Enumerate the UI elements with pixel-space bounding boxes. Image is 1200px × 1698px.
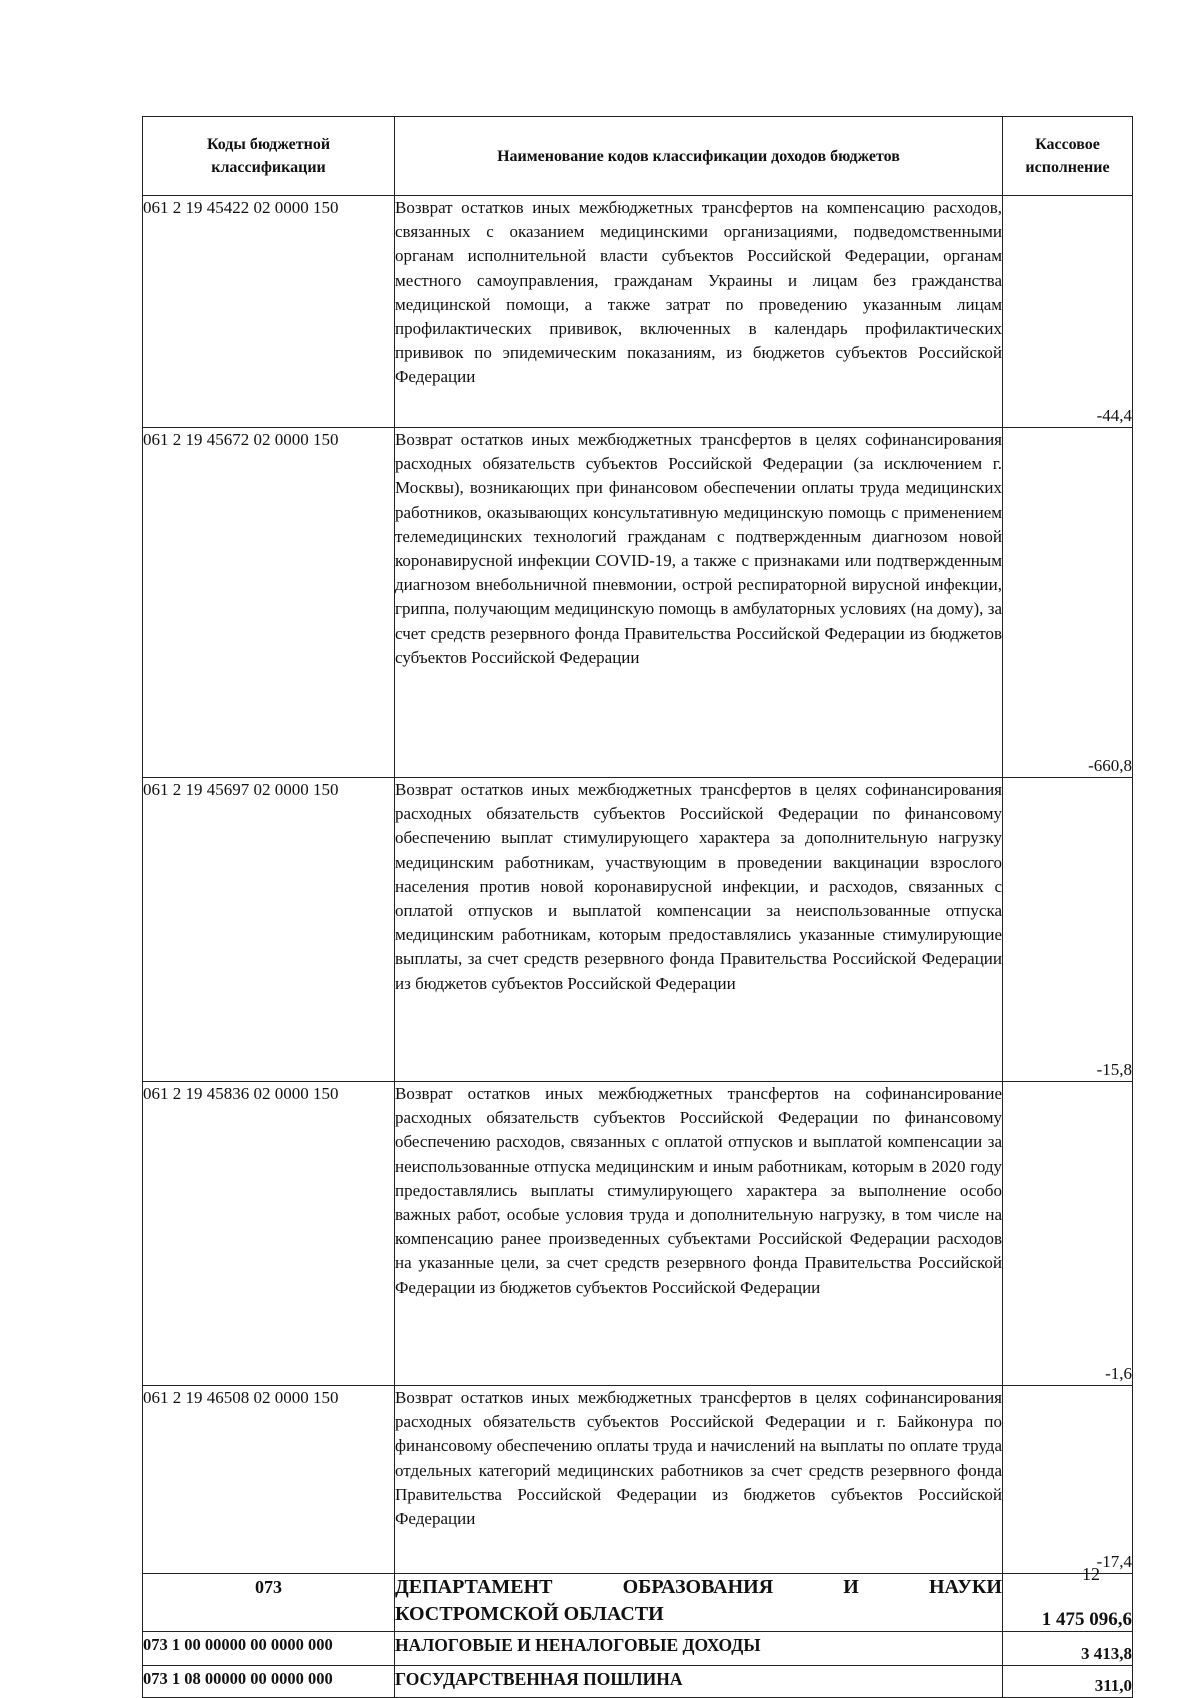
table-row: [143, 1386, 1133, 1574]
row-name: Возврат остатков иных межбюджетных трансфертов в целях софинансирования расходных обязательств субъектов Российской Федерации и г. Байконура по финансовому обеспечению оплаты труда и начислений на выплаты по оплате труда отдельных категорий медицинских работников за счет средств резервного фонда Правительства Российской Федерации из бюджетов субъектов Российской Федерации: [395, 1386, 1003, 1574]
header-code: Коды бюджетной классификации: [143, 117, 395, 196]
row-name: Возврат остатков иных межбюджетных трансфертов в целях софинансирования расходных обязательств субъектов Российской Федерации (за исключением г. Москвы), возникающих при финансовом обеспечении оплаты труда медицинских работников, оказывающих консультативную медицинскую помощь с применением телемедицинских технологий гражданам с подтвержденным диагнозом новой коронавирусной инфекции COVID-19, а также с признаками или подтвержденным диагнозом внебольничной пневмонии, острой респираторной вирусной инфекции, гриппа, получающим медицинскую помощь в амбулаторных условиях (на дому), за счет средств резервного фонда Правительства Российской Федерации из бюджетов субъектов Российской Федерации: [395, 428, 1003, 778]
summary-code: 073 1 08 00000 00 0000 000: [143, 1666, 395, 1698]
table-row: [143, 778, 1133, 1082]
summary-row: [143, 1632, 1133, 1666]
department-word: И: [843, 1576, 859, 1598]
header-value: Кассовое исполнение: [1003, 117, 1133, 196]
page-number: 12: [1082, 1564, 1100, 1584]
department-value: 1 475 096,6: [1003, 1574, 1133, 1632]
department-name-line-2: КОСТРОМСКОЙ ОБЛАСТИ: [395, 1603, 664, 1625]
department-word: ОБРАЗОВАНИЯ: [622, 1576, 774, 1598]
row-value: -660,8: [1003, 428, 1133, 778]
summary-name: НАЛОГОВЫЕ И НЕНАЛОГОВЫЕ ДОХОДЫ: [395, 1632, 1003, 1666]
department-code: 073: [143, 1574, 395, 1632]
row-name: Возврат остатков иных межбюджетных трансфертов на софинансирование расходных обязательств субъектов Российской Федерации по финансовому обеспечению расходов, связанных с оплатой отпусков и выплатой компенсации за неиспользованные отпуска медицинским и иным работникам, которым в 2020 году предоставлялись выплаты стимулирующего характера за выполнение особо важных работ, особые условия труда и дополнительную нагрузку, в том числе на компенсацию ранее произведенных субъектами Российской Федерации расходов на указанные цели, за счет средств резервного фонда Правительства Российской Федерации из бюджетов субъектов Российской Федерации: [395, 1082, 1003, 1386]
summary-value: 311,0: [1003, 1666, 1133, 1698]
row-code: 061 2 19 45422 02 0000 150: [143, 196, 395, 428]
summary-name: ГОСУДАРСТВЕННАЯ ПОШЛИНА: [395, 1666, 1003, 1698]
department-word: НАУКИ: [928, 1576, 1002, 1598]
row-name: Возврат остатков иных межбюджетных трансфертов на компенсацию расходов, связанных с оказанием медицинскими организациями, подведомственными органам исполнительной власти субъектов Российской Федерации, органам местного самоуправления, гражданам Украины и лицам без гражданства медицинской помощи, а также затрат по проведению указанным лицам профилактических прививок, включенных в календарь профилактических прививок по эпидемическим показаниям, из бюджетов субъектов Российской Федерации: [395, 196, 1003, 428]
row-code: 061 2 19 45672 02 0000 150: [143, 428, 395, 778]
department-word: ДЕПАРТАМЕНТ: [395, 1576, 553, 1598]
row-name: Возврат остатков иных межбюджетных трансфертов в целях софинансирования расходных обязательств субъектов Российской Федерации по финансовому обеспечению выплат стимулирующего характера за дополнительную нагрузку медицинским работникам, участвующим в проведении вакцинации взрослого населения против новой коронавирусной инфекции, и расходов, связанных с оплатой отпусков и выплатой компенсации за неиспользованные отпуска медицинским работникам, которым предоставлялись указанные стимулирующие выплаты, за счет средств резервного фонда Правительства Российской Федерации из бюджетов субъектов Российской Федерации: [395, 778, 1003, 1082]
table-row: [143, 428, 1133, 778]
budget-classification-table: [142, 116, 1133, 1698]
table-row: [143, 196, 1133, 428]
row-value: -44,4: [1003, 196, 1133, 428]
row-code: 061 2 19 45836 02 0000 150: [143, 1082, 395, 1386]
department-row: [143, 1574, 1133, 1632]
header-name: Наименование кодов классификации доходов бюджетов: [395, 117, 1003, 196]
row-value: -15,8: [1003, 778, 1133, 1082]
summary-value: 3 413,8: [1003, 1632, 1133, 1666]
department-name-line-1: [395, 1574, 1002, 1601]
summary-code: 073 1 00 00000 00 0000 000: [143, 1632, 395, 1666]
row-code: 061 2 19 45697 02 0000 150: [143, 778, 395, 1082]
row-value: -17,4: [1003, 1386, 1133, 1574]
table-header-row: [143, 117, 1133, 196]
summary-row: [143, 1666, 1133, 1698]
department-name: [395, 1574, 1003, 1632]
row-value: -1,6: [1003, 1082, 1133, 1386]
row-code: 061 2 19 46508 02 0000 150: [143, 1386, 395, 1574]
table-row: [143, 1082, 1133, 1386]
